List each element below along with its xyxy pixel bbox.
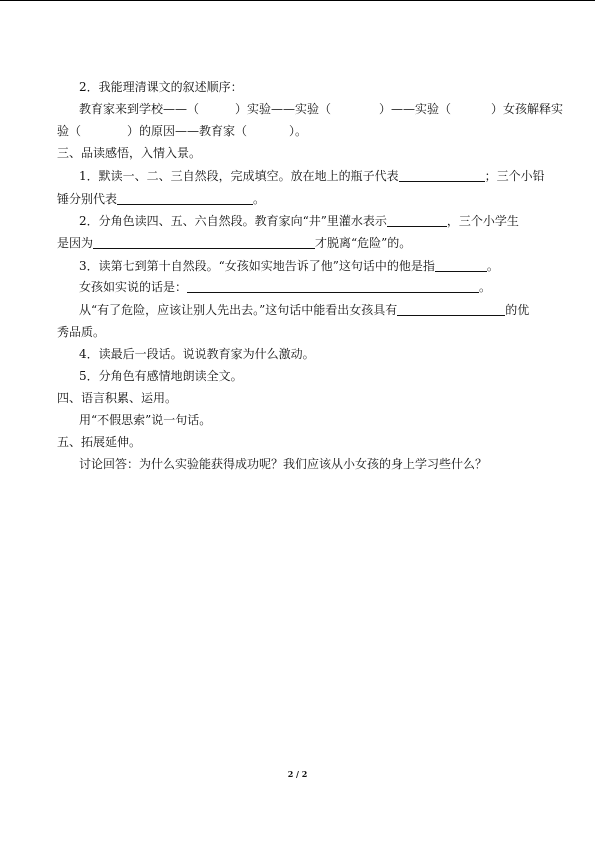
sequence-line-1 (79, 102, 569, 116)
sequence-line-2 (57, 124, 547, 138)
text-segment: ）——实验（ (379, 102, 452, 116)
question-4: 4．读最后一段话。说说教育家为什么激动。 (79, 347, 315, 361)
question-1-line-1 (79, 169, 569, 183)
question-3-line-1 (79, 259, 569, 273)
question-3-line-2 (79, 280, 569, 294)
answer-blank[interactable] (435, 259, 487, 272)
page-number: 2 / 2 (287, 769, 308, 779)
text-segment: ）实验——实验（ (235, 102, 332, 116)
question-3-line-3 (79, 303, 569, 317)
text-segment: 才脱离“危险”的。 (315, 236, 412, 250)
question-5: 5．分角色有感情地朗读全文。 (79, 369, 243, 383)
text-segment: 教育家来到学校——（ (79, 102, 200, 116)
text-segment: ；三个小铅 (484, 169, 545, 183)
text-segment: 女孩如实说的话是： (79, 280, 188, 294)
section-4-task: 用“不假思索”说一句话。 (79, 413, 212, 427)
text-segment: 。 (479, 280, 492, 294)
answer-blank[interactable] (397, 303, 505, 316)
question-3-line-4: 秀品质。 (57, 325, 106, 339)
text-segment: 。 (486, 259, 499, 273)
text-segment: ）女孩解释实 (491, 102, 564, 116)
question-2-line-1 (79, 214, 569, 228)
text-segment: ，三个小学生 (446, 214, 519, 228)
text-segment: 是因为 (57, 236, 94, 250)
section-5-task: 讨论回答：为什么实验能获得成功呢？我们应该从小女孩的身上学习些什么？ (79, 457, 488, 471)
question-1-line-2 (57, 192, 547, 206)
section-5-heading: 五、拓展延伸。 (57, 435, 142, 449)
answer-blank[interactable] (399, 169, 485, 182)
text-segment: 锤分别代表 (57, 192, 118, 206)
text-segment: 的优 (505, 303, 530, 317)
text-segment: ）的原因——教育家（ (127, 124, 248, 138)
text-segment: 从“有了危险，应该让别人先出去。”这句话中能看出女孩具有 (79, 303, 398, 317)
answer-blank[interactable] (117, 192, 253, 205)
item-2-heading: 2．我能理清课文的叙述顺序： (79, 80, 243, 94)
text-segment: 。 (253, 192, 266, 206)
question-2-line-2 (57, 236, 547, 250)
header-rule (0, 0, 595, 1)
text-segment: 1．默读一、二、三自然段，完成填空。放在地上的瓶子代表 (79, 169, 399, 183)
answer-blank[interactable] (93, 236, 315, 249)
text-segment: 2．分角色读四、五、六自然段。教育家向“井”里灌水表示 (79, 214, 387, 228)
text-segment: 3．读第七到第十自然段。“女孩如实地告诉了他”这句话中的他是指 (79, 259, 435, 273)
answer-blank[interactable] (387, 214, 447, 227)
text-segment: 验（ (57, 124, 82, 138)
answer-blank[interactable] (187, 280, 479, 293)
section-3-heading: 三、品读感悟，入情入景。 (57, 146, 202, 160)
section-4-heading: 四、语言积累、运用。 (57, 391, 178, 405)
text-segment: ）。 (289, 124, 308, 138)
